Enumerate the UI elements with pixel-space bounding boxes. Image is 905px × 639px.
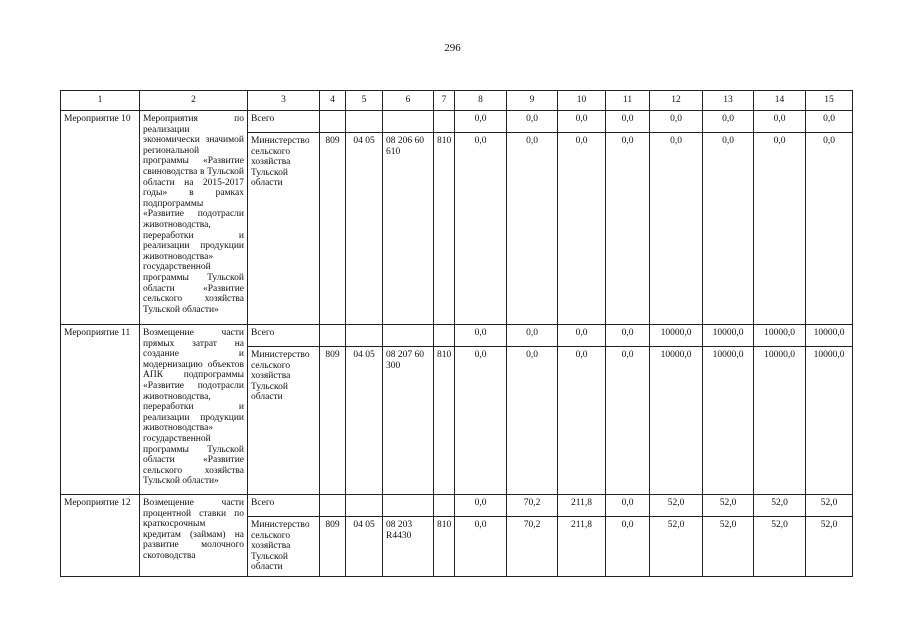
- value-cell: 0,0: [507, 133, 558, 325]
- value-cell: 52,0: [703, 495, 754, 517]
- header-cell: 14: [754, 91, 806, 111]
- header-cell: 5: [346, 91, 383, 111]
- value-cell: 10000,0: [806, 347, 853, 495]
- table-row: [61, 111, 853, 133]
- table-row: [61, 495, 853, 517]
- measure-description: Мероприятия по реализации экономически значимой региональной программы «Развитие свиноводства в Тульской области на 2015-2017 годы» в рамках подпрограммы «Развитие подотрасли животноводства, переработки и реализации продукции животноводства» государственной программы Тульской области «Развитие сельского хозяйства Тульской области»: [140, 111, 248, 325]
- value-cell: 10000,0: [754, 347, 806, 495]
- value-cell: 10000,0: [754, 325, 806, 347]
- measure-description: Возмещение части прямых затрат на создание и модернизацию объектов АПК подпрограммы «Развитие подотрасли животноводства, переработки и реализации продукции животноводства» государственной программы Тульской области «Развитие сельского хозяйства Тульской области»: [140, 325, 248, 495]
- code-cell: 08 206 60 610: [383, 133, 434, 325]
- value-cell: 10000,0: [650, 325, 703, 347]
- value-cell: 0,0: [754, 133, 806, 325]
- value-cell: 211,8: [558, 517, 606, 577]
- header-cell: 9: [507, 91, 558, 111]
- ministry-label: Министерство сельского хозяйства Тульской области: [248, 347, 320, 495]
- value-cell: 0,0: [455, 347, 507, 495]
- total-label: Всего: [248, 325, 320, 347]
- value-cell: 0,0: [806, 111, 853, 133]
- header-cell: 10: [558, 91, 606, 111]
- header-cell: 15: [806, 91, 853, 111]
- header-cell: 6: [383, 91, 434, 111]
- budget-table: [60, 90, 853, 577]
- header-cell: 8: [455, 91, 507, 111]
- header-cell: 2: [140, 91, 248, 111]
- total-label: Всего: [248, 495, 320, 517]
- value-cell: 10000,0: [703, 325, 754, 347]
- value-cell: 52,0: [806, 517, 853, 577]
- value-cell: 0,0: [650, 111, 703, 133]
- value-cell: 52,0: [754, 495, 806, 517]
- value-cell: 0,0: [606, 347, 650, 495]
- code-cell: 04 05: [346, 133, 383, 325]
- header-cell: 1: [61, 91, 140, 111]
- value-cell: 52,0: [806, 495, 853, 517]
- code-cell: 04 05: [346, 517, 383, 577]
- page-number: 296: [444, 42, 461, 54]
- value-cell: 0,0: [558, 325, 606, 347]
- value-cell: 0,0: [455, 517, 507, 577]
- table-row: [61, 325, 853, 347]
- code-cell: 810: [434, 517, 455, 577]
- value-cell: 52,0: [703, 517, 754, 577]
- code-cell: 809: [320, 517, 346, 577]
- value-cell: 0,0: [806, 133, 853, 325]
- header-row: [61, 91, 853, 111]
- code-cell: 810: [434, 133, 455, 325]
- header-cell: 13: [703, 91, 754, 111]
- header-cell: 3: [248, 91, 320, 111]
- value-cell: 0,0: [455, 325, 507, 347]
- value-cell: 52,0: [754, 517, 806, 577]
- value-cell: 0,0: [606, 517, 650, 577]
- total-label: Всего: [248, 111, 320, 133]
- measure-description: Возмещение части процентной ставки по краткосрочным кредитам (займам) на развитие молочного скотоводства: [140, 495, 248, 577]
- measure-label: Мероприятие 11: [61, 325, 140, 495]
- value-cell: 10000,0: [806, 325, 853, 347]
- value-cell: 0,0: [754, 111, 806, 133]
- value-cell: 10000,0: [650, 347, 703, 495]
- value-cell: 70,2: [507, 517, 558, 577]
- value-cell: 0,0: [455, 133, 507, 325]
- value-cell: 52,0: [650, 495, 703, 517]
- value-cell: 0,0: [606, 111, 650, 133]
- code-cell: 08 203 R4430: [383, 517, 434, 577]
- header-cell: 7: [434, 91, 455, 111]
- header-cell: 4: [320, 91, 346, 111]
- ministry-label: Министерство сельского хозяйства Тульской области: [248, 517, 320, 577]
- code-cell: 04 05: [346, 347, 383, 495]
- value-cell: 0,0: [606, 133, 650, 325]
- header-cell: 11: [606, 91, 650, 111]
- value-cell: 52,0: [650, 517, 703, 577]
- value-cell: 0,0: [558, 111, 606, 133]
- value-cell: 0,0: [650, 133, 703, 325]
- value-cell: 0,0: [507, 347, 558, 495]
- code-cell: 810: [434, 347, 455, 495]
- value-cell: 70,2: [507, 495, 558, 517]
- code-cell: 809: [320, 133, 346, 325]
- value-cell: 0,0: [606, 495, 650, 517]
- code-cell: 08 207 60 300: [383, 347, 434, 495]
- measure-label: Мероприятие 12: [61, 495, 140, 577]
- value-cell: 0,0: [507, 325, 558, 347]
- value-cell: 0,0: [703, 133, 754, 325]
- value-cell: 0,0: [455, 111, 507, 133]
- measure-label: Мероприятие 10: [61, 111, 140, 325]
- header-cell: 12: [650, 91, 703, 111]
- ministry-label: Министерство сельского хозяйства Тульской области: [248, 133, 320, 325]
- value-cell: 0,0: [606, 325, 650, 347]
- value-cell: 0,0: [558, 347, 606, 495]
- code-cell: 809: [320, 347, 346, 495]
- value-cell: 0,0: [703, 111, 754, 133]
- value-cell: 0,0: [455, 495, 507, 517]
- value-cell: 10000,0: [703, 347, 754, 495]
- value-cell: 0,0: [507, 111, 558, 133]
- value-cell: 211,8: [558, 495, 606, 517]
- value-cell: 0,0: [558, 133, 606, 325]
